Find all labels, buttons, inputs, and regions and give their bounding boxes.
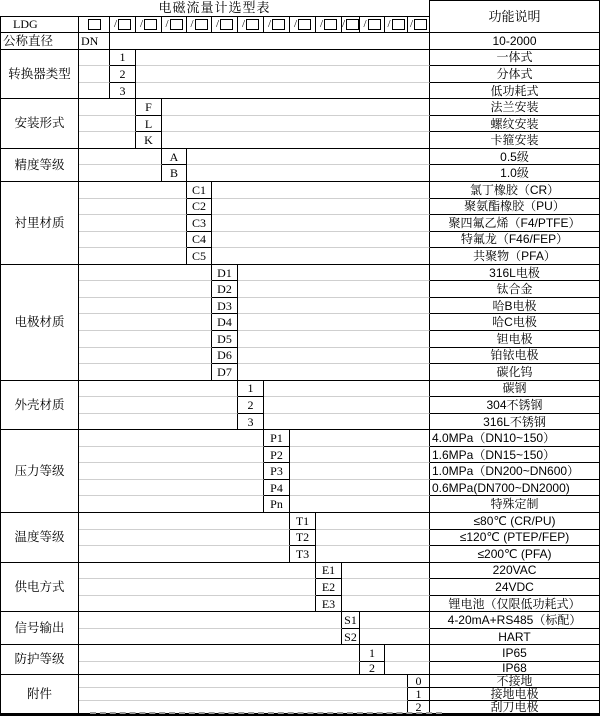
housing-material-filler-right	[264, 414, 430, 431]
group-name-converter-type: 转换器类型	[0, 50, 79, 100]
power-supply-code-E1: E1	[316, 563, 342, 580]
group-name-installation-type: 安装形式	[0, 99, 79, 149]
blank-code-box-icon	[195, 19, 208, 30]
pressure-rating-filler-left	[79, 496, 264, 513]
model-code-slot-9: /	[316, 17, 342, 34]
blank-code-box-icon	[246, 19, 259, 30]
pressure-rating-code-Pn: Pn	[264, 496, 290, 513]
electrode-material-filler-right	[238, 314, 430, 331]
temperature-rating-filler-left	[79, 530, 290, 547]
power-supply-filler-left	[79, 563, 316, 580]
pressure-rating-code-P2: P2	[264, 447, 290, 464]
electrode-material-filler-left	[79, 364, 212, 381]
power-supply-desc-1: 24VDC	[430, 579, 600, 596]
electrode-material-code-D5: D5	[212, 331, 238, 348]
installation-type-desc-0: 法兰安装	[430, 99, 600, 116]
power-supply-desc-0: 220VAC	[430, 563, 600, 580]
converter-type-code-2: 2	[110, 66, 136, 83]
electrode-material-filler-left	[79, 298, 212, 315]
installation-type-filler-left	[79, 132, 136, 149]
blank-code-box-icon	[144, 19, 157, 30]
model-code-slot-13: /	[408, 17, 430, 34]
signal-output-filler-right	[360, 629, 430, 646]
table-title: 电磁流量计选型表	[0, 0, 430, 17]
protection-rating-filler-right	[385, 662, 430, 675]
signal-output-filler-left	[79, 629, 342, 646]
group-name-accuracy-class: 精度等级	[0, 149, 79, 182]
signal-output-filler-left	[79, 612, 342, 629]
converter-type-desc-2: 低功耗式	[430, 83, 600, 100]
lining-material-code-C3: C3	[187, 215, 212, 232]
accuracy-class-filler-right	[187, 149, 430, 166]
lining-material-code-C5: C5	[187, 248, 212, 265]
pressure-rating-filler-right	[290, 496, 430, 513]
lining-material-filler-right	[212, 182, 430, 199]
protection-rating-filler-left	[79, 645, 360, 662]
lining-material-desc-3: 特氟龙（F46/FEP）	[430, 232, 600, 249]
power-supply-filler-right	[342, 579, 430, 596]
housing-material-filler-left	[79, 397, 238, 414]
model-code-slot-4: /	[187, 17, 212, 34]
installation-type-desc-2: 卡箍安装	[430, 132, 600, 149]
protection-rating-desc-1: IP68	[430, 662, 600, 675]
lining-material-filler-left	[79, 248, 187, 265]
group-name-signal-output: 信号输出	[0, 612, 79, 645]
signal-output-code-S2: S2	[342, 629, 360, 646]
pressure-rating-filler-left	[79, 430, 264, 447]
electrode-material-filler-left	[79, 331, 212, 348]
temperature-rating-filler-right	[316, 546, 430, 563]
model-code-slot-7: /	[264, 17, 290, 34]
pressure-rating-filler-left	[79, 447, 264, 464]
protection-rating-code-2: 2	[360, 662, 385, 675]
installation-type-code-F: F	[136, 99, 162, 116]
model-code-slot-6: /	[238, 17, 264, 34]
blank-code-box-icon	[392, 19, 405, 30]
temperature-rating-filler-right	[316, 513, 430, 530]
signal-output-filler-right	[360, 612, 430, 629]
installation-type-filler-right	[162, 116, 430, 133]
electrode-material-desc-2: 哈B电极	[430, 298, 600, 315]
protection-rating-filler-right	[385, 645, 430, 662]
blank-code-box-icon	[88, 19, 101, 30]
group-name-temperature-rating: 温度等级	[0, 513, 79, 563]
accessories-code-2: 2	[408, 701, 430, 714]
temperature-rating-filler-left	[79, 513, 290, 530]
pressure-rating-filler-right	[290, 430, 430, 447]
installation-type-filler-right	[162, 99, 430, 116]
pressure-rating-filler-left	[79, 463, 264, 480]
lining-material-filler-left	[79, 199, 187, 216]
blank-code-box-icon	[324, 19, 337, 30]
accuracy-class-code-B: B	[162, 165, 187, 182]
lining-material-filler-right	[212, 232, 430, 249]
signal-output-desc-0: 4-20mA+RS485（标配）	[430, 612, 600, 629]
converter-type-filler-right	[136, 50, 430, 67]
group-name-electrode-material: 电极材质	[0, 265, 79, 381]
temperature-rating-desc-1: ≤120℃ (PTEP/FEP)	[430, 530, 600, 547]
converter-type-code-1: 1	[110, 50, 136, 67]
housing-material-desc-1: 304不锈钢	[430, 397, 600, 414]
electrode-material-desc-4: 钽电极	[430, 331, 600, 348]
temperature-rating-code-T3: T3	[290, 546, 316, 563]
pressure-rating-filler-right	[290, 480, 430, 497]
electrode-material-filler-right	[238, 364, 430, 381]
converter-type-filler-right	[136, 66, 430, 83]
housing-material-desc-2: 316L不锈钢	[430, 414, 600, 431]
nominal-diameter-desc-0: 10-2000	[430, 33, 600, 50]
accessories-desc-2: 刮刀电极	[430, 701, 600, 714]
group-name-nominal-diameter: 公称直径	[0, 33, 79, 50]
pressure-rating-filler-left	[79, 480, 264, 497]
electrode-material-filler-right	[238, 298, 430, 315]
lining-material-code-C4: C4	[187, 232, 212, 249]
lining-material-filler-left	[79, 215, 187, 232]
electrode-material-filler-right	[238, 331, 430, 348]
lining-material-code-C2: C2	[187, 199, 212, 216]
power-supply-filler-right	[342, 596, 430, 613]
lining-material-filler-right	[212, 248, 430, 265]
installation-type-desc-1: 螺纹安装	[430, 116, 600, 133]
nominal-diameter-code-0: DN	[79, 33, 110, 50]
power-supply-filler-left	[79, 596, 316, 613]
accessories-desc-0: 不接地	[430, 675, 600, 688]
accessories-code-0: 0	[408, 675, 430, 688]
converter-type-filler-left	[79, 50, 110, 67]
blank-code-box-icon	[170, 19, 183, 30]
housing-material-desc-0: 碳钢	[430, 381, 600, 398]
pressure-rating-code-P1: P1	[264, 430, 290, 447]
electrode-material-filler-right	[238, 281, 430, 298]
lining-material-desc-4: 共聚物（PFA）	[430, 248, 600, 265]
housing-material-filler-left	[79, 381, 238, 398]
nominal-diameter-filler	[110, 33, 430, 50]
lining-material-filler-left	[79, 232, 187, 249]
protection-rating-code-1: 1	[360, 645, 385, 662]
housing-material-filler-left	[79, 414, 238, 431]
electrode-material-desc-3: 哈C电极	[430, 314, 600, 331]
accuracy-class-code-A: A	[162, 149, 187, 166]
accuracy-class-desc-0: 0.5级	[430, 149, 600, 166]
temperature-rating-code-T2: T2	[290, 530, 316, 547]
protection-rating-desc-0: IP65	[430, 645, 600, 662]
electrode-material-filler-right	[238, 348, 430, 365]
blank-code-box-icon	[118, 19, 131, 30]
housing-material-code-3: 3	[238, 414, 264, 431]
temperature-rating-filler-right	[316, 530, 430, 547]
signal-output-desc-1: HART	[430, 629, 600, 646]
pressure-rating-code-P3: P3	[264, 463, 290, 480]
housing-material-filler-right	[264, 381, 430, 398]
protection-rating-filler-left	[79, 662, 360, 675]
electrode-material-filler-left	[79, 348, 212, 365]
pressure-rating-desc-3: 0.6MPa(DN700~DN2000)	[430, 480, 600, 497]
blank-code-box-icon	[298, 19, 311, 30]
model-code-slot-0	[79, 17, 110, 34]
lining-material-desc-1: 聚氨酯橡胶（PU）	[430, 199, 600, 216]
electrode-material-desc-0: 316L电极	[430, 265, 600, 282]
blank-code-box-icon	[220, 19, 233, 30]
accuracy-class-desc-1: 1.0级	[430, 165, 600, 182]
lining-material-filler-left	[79, 182, 187, 199]
accuracy-class-filler-left	[79, 165, 162, 182]
electrode-material-desc-6: 碳化钨	[430, 364, 600, 381]
accuracy-class-filler-left	[79, 149, 162, 166]
model-code-slot-5: /	[212, 17, 238, 34]
electrode-material-desc-1: 钛合金	[430, 281, 600, 298]
page-break-dashed-line	[90, 712, 442, 714]
pressure-rating-filler-right	[290, 463, 430, 480]
electrode-material-filler-left	[79, 281, 212, 298]
accuracy-class-filler-right	[187, 165, 430, 182]
installation-type-filler-right	[162, 132, 430, 149]
group-name-pressure-rating: 压力等级	[0, 430, 79, 513]
converter-type-filler-right	[136, 83, 430, 100]
converter-type-filler-left	[79, 66, 110, 83]
accessories-desc-1: 接地电极	[430, 688, 600, 701]
electrode-material-code-D2: D2	[212, 281, 238, 298]
temperature-rating-code-T1: T1	[290, 513, 316, 530]
blank-code-box-icon	[368, 19, 381, 30]
temperature-rating-filler-left	[79, 546, 290, 563]
pressure-rating-desc-2: 1.0MPa（DN200~DN600）	[430, 463, 600, 480]
electrode-material-desc-5: 铂铱电极	[430, 348, 600, 365]
model-code-slot-12: /	[385, 17, 408, 34]
group-name-power-supply: 供电方式	[0, 563, 79, 613]
lining-material-desc-2: 聚四氟乙烯（F4/PTFE）	[430, 215, 600, 232]
model-code-slot-1: /	[110, 17, 136, 34]
blank-code-box-icon	[272, 19, 285, 30]
electrode-material-code-D6: D6	[212, 348, 238, 365]
group-name-accessories: 附件	[0, 675, 79, 714]
blank-code-box-icon	[414, 19, 427, 30]
pressure-rating-desc-1: 1.6MPa（DN15~150）	[430, 447, 600, 464]
temperature-rating-desc-2: ≤200℃ (PFA)	[430, 546, 600, 563]
signal-output-code-S1: S1	[342, 612, 360, 629]
pressure-rating-desc-0: 4.0MPa（DN10~150）	[430, 430, 600, 447]
electrode-material-filler-left	[79, 314, 212, 331]
installation-type-code-L: L	[136, 116, 162, 133]
electrode-material-code-D7: D7	[212, 364, 238, 381]
temperature-rating-desc-0: ≤80℃ (CR/PU)	[430, 513, 600, 530]
lining-material-desc-0: 氯丁橡胶（CR）	[430, 182, 600, 199]
electrode-material-code-D3: D3	[212, 298, 238, 315]
converter-type-filler-left	[79, 83, 110, 100]
electrode-material-filler-left	[79, 265, 212, 282]
group-name-lining-material: 衬里材质	[0, 182, 79, 265]
housing-material-code-2: 2	[238, 397, 264, 414]
housing-material-code-1: 1	[238, 381, 264, 398]
converter-type-code-3: 3	[110, 83, 136, 100]
lining-material-filler-right	[212, 199, 430, 216]
electrode-material-filler-right	[238, 265, 430, 282]
power-supply-desc-2: 锂电池（仅限低功耗式）	[430, 596, 600, 613]
function-column-header: 功能说明	[430, 0, 600, 33]
power-supply-code-E2: E2	[316, 579, 342, 596]
power-supply-filler-left	[79, 579, 316, 596]
converter-type-desc-1: 分体式	[430, 66, 600, 83]
electrode-material-code-D1: D1	[212, 265, 238, 282]
lining-material-filler-right	[212, 215, 430, 232]
installation-type-filler-left	[79, 116, 136, 133]
model-code-slot-8: /	[290, 17, 316, 34]
model-code-slot-3: /	[162, 17, 187, 34]
electrode-material-code-D4: D4	[212, 314, 238, 331]
accessories-filler-left	[79, 688, 408, 701]
power-supply-filler-right	[342, 563, 430, 580]
lining-material-code-C1: C1	[187, 182, 212, 199]
model-prefix: LDG	[0, 17, 79, 34]
installation-type-code-K: K	[136, 132, 162, 149]
installation-type-filler-left	[79, 99, 136, 116]
pressure-rating-filler-right	[290, 447, 430, 464]
model-code-slot-11: /	[360, 17, 385, 34]
model-code-slot-2: /	[136, 17, 162, 34]
pressure-rating-code-P4: P4	[264, 480, 290, 497]
group-name-housing-material: 外壳材质	[0, 381, 79, 431]
accessories-code-1: 1	[408, 688, 430, 701]
blank-code-box-icon	[346, 19, 359, 30]
housing-material-filler-right	[264, 397, 430, 414]
power-supply-code-E3: E3	[316, 596, 342, 613]
pressure-rating-desc-4: 特殊定制	[430, 496, 600, 513]
group-name-protection-rating: 防护等级	[0, 645, 79, 675]
model-code-slot-10: /	[342, 17, 360, 34]
accessories-filler-left	[79, 675, 408, 688]
converter-type-desc-0: 一体式	[430, 50, 600, 67]
